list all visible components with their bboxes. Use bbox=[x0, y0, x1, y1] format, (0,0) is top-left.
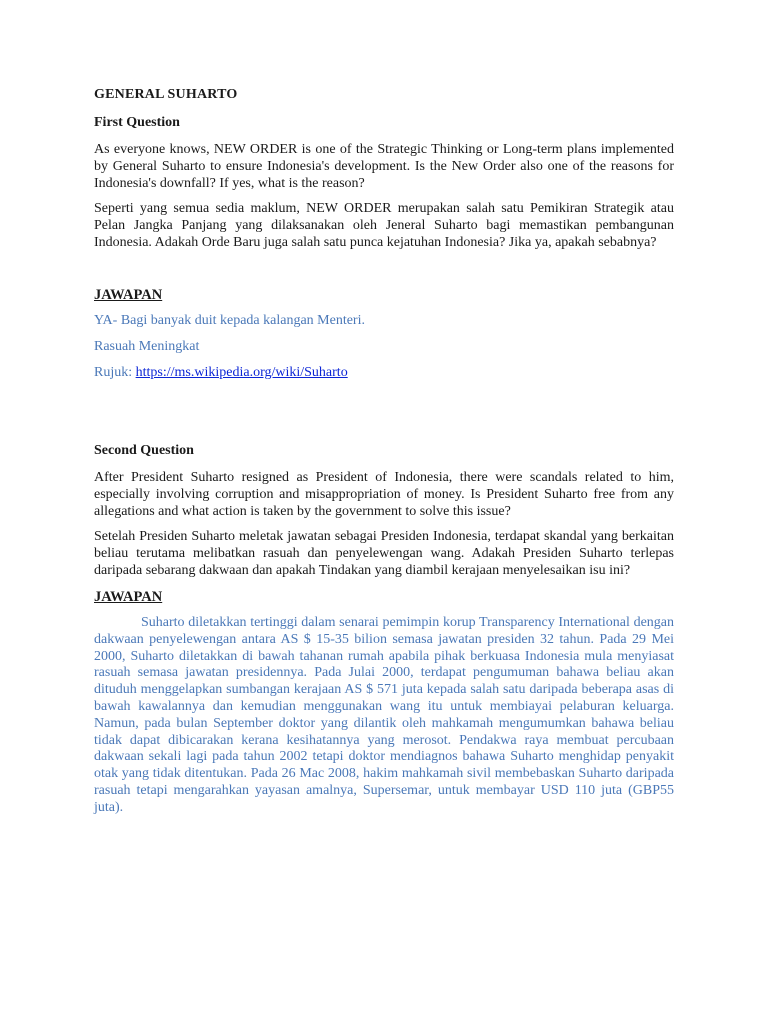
second-answer-text: Suharto diletakkan tertinggi dalam senarai pemimpin korup Transparency International dengan dakwaan penyelewengan antara AS $ 15-35 bilion semasa jawatan presiden 32 tahun. Pada 29 Mei 2000, Suharto diletakkan di bawah tahanan rumah apabila pihak berkuasa Indonesia mula menyiasat rasuah semasa jawatan presidennya. Pada Julai 2000, terdapat pengumuman bahawa beliau akan dituduh menggelapkan sumbangan kerajaan AS $ 571 juta kepada salah satu daripada beberapa asas di bawah kawalannya dan kemudian menggunakan wang itu untuk membiayai pelaburan keluarga. Namun, pada bulan September doktor yang dilantik oleh mahkamah mengumumkan bahawa beliau tidak dapat dibicarakan kerana kesihatannya yang merosot. Pendakwa raya membuat percubaan dakwaan sekali lagi pada tahun 2002 tetapi doktor mendiagnos bahawa Suharto menghidap penyakit otak yang tidak ditentukan. Pada 26 Mac 2008, hakim mahkamah sivil membebaskan Suharto daripada rasuah tetapi mengarahkan yayasan amalnya, Supersemar, untuk membayar USD 110 juta (GBP55 juta). bbox=[94, 615, 674, 815]
first-answer-heading: JAWAPAN bbox=[94, 287, 163, 303]
first-question-english: As everyone knows, NEW ORDER is one of the Strategic Thinking or Long-term plans implemented by General Suharto to ensure Indonesia's development. Is the New Order also one of the reasons for Indonesia's downfall? If yes, what is the reason? bbox=[94, 142, 674, 191]
second-question-heading: Second Question bbox=[94, 443, 194, 458]
second-question-english: After President Suharto resigned as President of Indonesia, there were scandals related to him, especially involving corruption and misappropriation of money. Is President Suharto free from any allegations and what action is taken by the government to solve this issue? bbox=[94, 470, 674, 519]
second-answer-heading: JAWAPAN bbox=[94, 589, 163, 605]
first-question-malay: Seperti yang semua sedia maklum, NEW ORDER merupakan salah satu Pemikiran Strategik atau Pelan Jangka Panjang yang dilaksanakan oleh Jeneral Suharto bagi memastikan pembangunan Indonesia. Adakah Orde Baru juga salah satu punca kejatuhan Indonesia? Jika ya, apakah sebabnya? bbox=[94, 201, 674, 250]
reference-label: Rujuk: bbox=[94, 365, 136, 380]
first-answer-line-2: Rasuah Meningkat bbox=[94, 339, 200, 354]
document-title: GENERAL SUHARTO bbox=[94, 87, 238, 102]
first-answer-line-1: YA- Bagi banyak duit kepada kalangan Menteri. bbox=[94, 313, 365, 328]
first-question-heading: First Question bbox=[94, 115, 180, 130]
first-answer-reference bbox=[94, 363, 674, 383]
wikipedia-link[interactable]: https://ms.wikipedia.org/wiki/Suharto bbox=[135, 365, 348, 380]
second-question-malay: Setelah Presiden Suharto meletak jawatan sebagai Presiden Indonesia, terdapat skandal yang berkaitan beliau terutama melibatkan rasuah dan penyelewengan wang. Adakah Presiden Suharto terlepas daripada sebarang dakwaan dan apakah Tindakan yang diambil kerajaan menyelesaikan isu ini? bbox=[94, 529, 674, 578]
